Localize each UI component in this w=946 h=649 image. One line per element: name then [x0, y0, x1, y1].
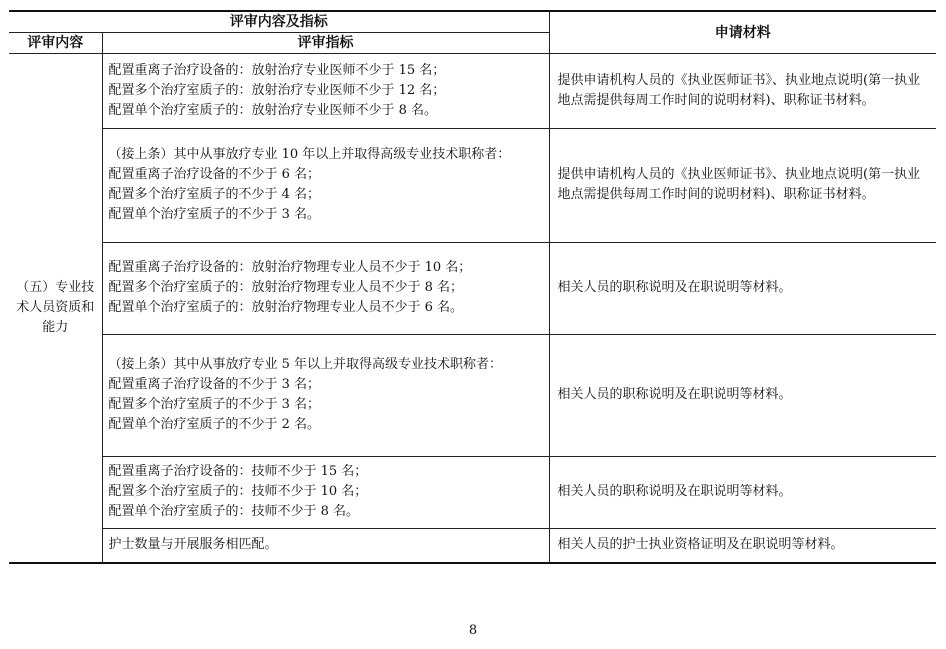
indicator-line: 配置多个治疗室质子的：技师不少于 10 名；	[108, 484, 368, 499]
material-text: 提供申请机构人员的《执业医师证书》、执业地点说明(第一执业地点需提供每周工作时间的说明材料)、职称证书材料。	[557, 167, 921, 202]
material-cell	[549, 457, 936, 529]
indicator-line: 配置多个治疗室质子的不少于 4 名；	[108, 187, 321, 202]
header-indicator: 评审指标	[102, 33, 549, 54]
material-text: 提供申请机构人员的《执业医师证书》、执业地点说明(第一执业地点需提供每周工作时间的说明材料)、职称证书材料。	[557, 72, 921, 108]
table-row	[9, 54, 936, 129]
material-cell	[549, 243, 936, 335]
indicator-cell	[102, 529, 549, 563]
indicator-line: 配置多个治疗室质子的：放射治疗专业医师不少于 12 名；	[108, 82, 446, 98]
indicator-line: 护士数量与开展服务相匹配。	[108, 536, 278, 552]
indicator-line: 配置重离子治疗设备的：放射治疗专业医师不少于 15 名；	[108, 62, 446, 78]
material-cell	[549, 335, 936, 457]
table-row	[9, 243, 936, 335]
indicator-cell	[102, 129, 549, 243]
table-row	[9, 335, 936, 457]
indicator-line: 配置单个治疗室质子的：放射治疗物理专业人员不少于 6 名。	[108, 300, 464, 315]
indicator-line: 配置单个治疗室质子的：放射治疗专业医师不少于 8 名。	[108, 102, 438, 118]
indicator-cell	[102, 457, 549, 529]
material-cell	[549, 54, 936, 129]
material-cell	[549, 529, 936, 563]
indicator-line: （接上条）其中从事放疗专业 5 年以上并取得高级专业技术职称者：	[108, 357, 503, 372]
indicator-line: 配置单个治疗室质子的：技师不少于 8 名。	[108, 504, 360, 519]
header-row-1	[9, 11, 936, 33]
header-group: 评审内容及指标	[9, 11, 549, 33]
indicator-line: 配置重离子治疗设备的：技师不少于 15 名；	[108, 464, 368, 479]
table-row	[9, 129, 936, 243]
category-label: （五）专业技术人员资质和能力	[16, 279, 95, 335]
category-cell	[9, 54, 102, 563]
table-row	[9, 529, 936, 563]
indicator-line: 配置重离子治疗设备的不少于 3 名；	[108, 377, 321, 392]
material-text: 相关人员的职称说明及在职说明等材料。	[557, 280, 792, 295]
material-cell	[549, 129, 936, 243]
header-content: 评审内容	[9, 33, 102, 54]
indicator-line: 配置重离子治疗设备的不少于 6 名；	[108, 167, 321, 182]
table-row	[9, 457, 936, 529]
review-table	[9, 10, 936, 564]
material-text: 相关人员的护士执业资格证明及在职说明等材料。	[557, 536, 844, 552]
material-text: 相关人员的职称说明及在职说明等材料。	[557, 387, 792, 402]
header-materials: 申请材料	[549, 11, 936, 54]
indicator-line: 配置重离子治疗设备的：放射治疗物理专业人员不少于 10 名；	[108, 260, 472, 275]
indicator-line: 配置多个治疗室质子的不少于 3 名；	[108, 397, 321, 412]
page-number: 8	[468, 623, 478, 638]
material-text: 相关人员的职称说明及在职说明等材料。	[557, 484, 792, 499]
indicator-line: （接上条）其中从事放疗专业 10 年以上并取得高级专业技术职称者：	[108, 147, 511, 162]
indicator-line: 配置多个治疗室质子的：放射治疗物理专业人员不少于 8 名；	[108, 280, 464, 295]
indicator-cell	[102, 54, 549, 129]
indicator-cell	[102, 335, 549, 457]
indicator-line: 配置单个治疗室质子的不少于 3 名。	[108, 207, 321, 222]
indicator-cell	[102, 243, 549, 335]
indicator-line: 配置单个治疗室质子的不少于 2 名。	[108, 417, 321, 432]
